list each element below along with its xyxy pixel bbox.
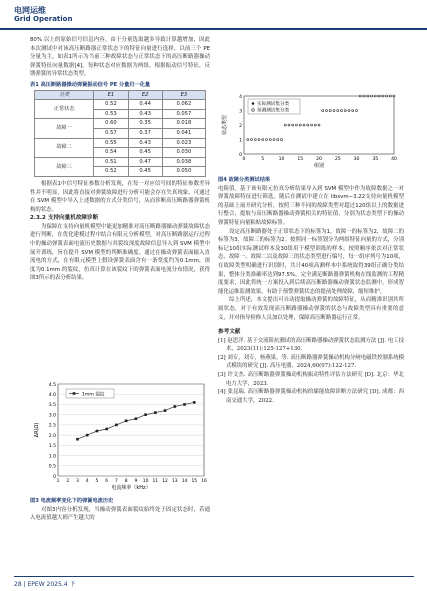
- section-title-en: Grid Operation: [14, 15, 73, 23]
- legend-marker-predicted: [252, 109, 255, 112]
- y-tick-label: 0: [53, 474, 56, 480]
- data-point: [174, 405, 177, 408]
- references-list: [218, 337, 404, 406]
- legend-marker-actual: [252, 102, 255, 105]
- data-point: [105, 428, 108, 431]
- predicted-point: [300, 124, 301, 125]
- x-tick-label: 4: [85, 479, 89, 484]
- table-group-cell: 故障一: [35, 119, 94, 138]
- table-cell: 0.51: [94, 157, 128, 167]
- subsection-heading: 2.3.2 支持向量机故障诊断: [30, 215, 99, 222]
- legend-label-predicted: 预测测试集分类: [257, 108, 290, 114]
- y-tick-label: 4: [239, 94, 242, 100]
- figure-4-caption: 图4 故障分类测试结果: [218, 177, 271, 183]
- table-cell: 0.53: [94, 109, 128, 119]
- right-paragraph-1: 电阻值。基于该有限元仿真分析结果导入到 SVM 模型中作为故障数据之一对弹簧故障特征进行筛选，随后在测试中建立在 libsvm−3.22支持向量机模型的基础上展开研究分析，按照三种不同的故障类型对超过120组以上的数据进行整合，提取与高压断路器操动弹簧相关的特征值，分别为状态类型下的操动弹簧特征向量粘贴故障标签。: [218, 185, 404, 226]
- predicted-point: [330, 110, 331, 111]
- x-tick-label: 1: [56, 479, 60, 484]
- predicted-point: [315, 124, 316, 125]
- data-point: [154, 411, 157, 414]
- table-group-cell: 故障二: [35, 138, 94, 157]
- x-axis-label: 电流频率（kHz）: [111, 485, 151, 491]
- x-tick-label: 25: [334, 157, 341, 162]
- y-tick-label: 1.0: [48, 454, 56, 460]
- predicted-point: [262, 139, 263, 140]
- table-header-row: [35, 90, 206, 100]
- predicted-point: [345, 110, 346, 111]
- predicted-point: [341, 110, 342, 111]
- page-footer: [0, 575, 427, 591]
- journal-name: EPEW 2025.4 下: [27, 581, 76, 588]
- footer-rule: [14, 576, 414, 577]
- x-tick-label: 7: [115, 479, 118, 484]
- table-header-cell: E1: [94, 90, 128, 100]
- table-cell: 0.43: [128, 138, 162, 148]
- x-axis-label: 组别: [313, 163, 325, 169]
- reference-item: [1] 赵思洋. 基于交流阻抗测试的高压断路器操动弹簧状态监测方法 [J]. 电工技术，2023(11):125-127+130.: [218, 337, 405, 353]
- predicted-point: [382, 95, 383, 96]
- data-point: [183, 403, 186, 406]
- predicted-point: [266, 139, 267, 140]
- data-point: [144, 413, 147, 416]
- y-tick-label: 3: [239, 109, 242, 115]
- table-row: [35, 138, 206, 148]
- y-axis-label: 状态类型: [222, 114, 228, 136]
- data-point: [115, 424, 118, 427]
- table-cell: 0.55: [94, 138, 128, 148]
- x-tick-label: 11: [152, 479, 159, 484]
- table-cell: 0.062: [162, 100, 205, 110]
- table-header-cell: E3: [162, 90, 205, 100]
- x-tick-label: 40: [391, 157, 397, 162]
- footer-page-info: 28 | EPEW 2025.4 下: [14, 581, 76, 588]
- left-paragraph-1: 80% 以上的原始信号信息内容。由于分量选取越多导致计算越增加，因此本次测试中对该高压断路器正常状态下的特征向量进行选择，以前三个 PE 分量为主，如表1所示为当前三种故障状态与正常状态下的高压断路器操动弹簧特征向量数据[4]。每种状态对应数据为两组，根据振动信号特征，反馈弹簧的异常状态类型。: [30, 37, 210, 78]
- predicted-point: [303, 124, 304, 125]
- reference-item: [4] 张昆瑞. 高压断路器弹簧操动机构的储能故障诊断方法研究 [D]. 成都：西南交通大学，2022.: [218, 389, 404, 404]
- table-cell: 0.050: [162, 167, 205, 177]
- table-cell: 0.023: [162, 138, 205, 148]
- predicted-point: [247, 139, 248, 140]
- predicted-point: [348, 110, 349, 111]
- table-cell: 0.52: [94, 100, 128, 110]
- reference-item: [2] 刘专，刘专，杨燕果，等. 高压断路器弹簧操动机构分闸电磁铁控制系统模式模块的研究 [J]. 高压电器，2024,60(07):122-127.: [218, 354, 404, 370]
- predicted-point: [277, 139, 278, 140]
- x-tick-label: 10: [278, 157, 285, 162]
- table-header-cell: 分类: [35, 90, 94, 100]
- data-point: [86, 434, 89, 437]
- right-column: [218, 176, 404, 405]
- table-row: [35, 100, 206, 110]
- series-line: [77, 402, 194, 439]
- figure-3-caption: 图3 电流频率变化下的弹簧电流历史: [30, 498, 114, 504]
- legend-label: 1mm 裂纹: [82, 392, 105, 398]
- left-column: [30, 36, 210, 283]
- predicted-point: [352, 110, 353, 111]
- predicted-point: [285, 124, 286, 125]
- section-title-cn: 电网运维: [14, 6, 46, 15]
- predicted-point: [375, 95, 376, 96]
- pe-table: [34, 90, 206, 177]
- y-tick-label: 0.5: [48, 464, 56, 470]
- references-title: 参考文献: [218, 329, 241, 336]
- table-cell: 0.60: [94, 119, 128, 129]
- y-tick-label: 1.5: [48, 444, 56, 450]
- x-tick-label: 15: [297, 157, 304, 162]
- table-cell: 0.030: [162, 148, 205, 158]
- predicted-point: [367, 95, 368, 96]
- header-rule: [0, 28, 427, 30]
- x-tick-label: 16: [201, 479, 207, 484]
- y-tick-label: 2.5: [48, 423, 56, 429]
- predicted-point: [371, 95, 372, 96]
- x-tick-label: 12: [162, 479, 168, 484]
- table-row: [35, 119, 206, 129]
- figure-3-chart: [30, 378, 210, 496]
- table-caption: 表1 高压断路器操动弹簧振动信号 PE 分量归一化量: [30, 81, 151, 88]
- x-tick-label: 35: [372, 157, 379, 162]
- predicted-point: [393, 95, 394, 96]
- predicted-point: [318, 124, 319, 125]
- predicted-point: [296, 124, 297, 125]
- predicted-point: [311, 124, 312, 125]
- y-axis-label: ΔR(Ω): [34, 422, 40, 438]
- table-cell: 0.041: [162, 128, 205, 138]
- predicted-point: [292, 124, 293, 125]
- table-cell: 0.018: [162, 119, 205, 129]
- y-tick-label: 2.0: [48, 433, 56, 439]
- right-paragraph-2: 设定高压断路器处于正常状态下的标签为1，故障一的标签为2，故障二的标签为3，故障三的标签为2。按照同一标签划分为两组特征向量的方式，分别标记10组实际测试样本及30组用于模型训练的样本，按照顺序依次对正常状态、故障一、故障二以及故障三的状态类型进行编号，每一组序列号为10项，在故障类型明确进行识别时，共计40项高测样本中系统取得39组正确分类结果，整体分类准确率达到97.5%，完全满足断路器弹簧机构在线监测的工程精度要求，因此将统一方案投入到后续高压断路器操动弹簧状态监测中，形成智能化运维监测效果，有助于预警弹簧状态的提前处理故障，缩短维护。: [218, 228, 404, 295]
- table-cell: 0.057: [162, 109, 205, 119]
- y-tick-label: 3.0: [48, 413, 56, 419]
- predicted-point: [322, 110, 323, 111]
- x-tick-label: 3: [76, 479, 79, 484]
- predicted-point: [378, 95, 379, 96]
- data-point: [125, 420, 128, 423]
- data-point: [76, 438, 79, 441]
- predicted-point: [307, 124, 308, 125]
- reference-item: [3] 许文杰. 高压断路器弹簧操动机构振动特性评估方法研究 [D]. 北京：华北电力大学，2023.: [218, 372, 404, 387]
- predicted-point: [281, 139, 282, 140]
- x-tick-label: 9: [134, 479, 138, 484]
- x-tick-label: 6: [105, 479, 109, 484]
- x-tick-label: 0: [242, 157, 246, 162]
- table-cell: 0.54: [94, 148, 128, 158]
- y-tick-label: 4.0: [48, 393, 56, 399]
- x-tick-label: 5: [261, 157, 265, 162]
- predicted-point: [258, 139, 259, 140]
- page-number: 28: [14, 581, 22, 588]
- x-tick-label: 15: [191, 479, 198, 484]
- left-paragraph-4: 对图3内容分析发现，当操动弹簧表面裂纹始终处于固定状态时，若通入电流值越大则产生越大的: [30, 506, 210, 522]
- table-cell: 0.37: [128, 128, 162, 138]
- predicted-point: [333, 110, 334, 111]
- y-tick-label: 1: [239, 138, 242, 144]
- predicted-point: [273, 139, 274, 140]
- left-column-bottom: [30, 497, 210, 523]
- predicted-point: [255, 139, 256, 140]
- table-cell: 0.52: [94, 167, 128, 177]
- page-header: [0, 0, 427, 32]
- predicted-point: [251, 139, 252, 140]
- x-tick-label: 8: [124, 479, 128, 484]
- predicted-point: [337, 110, 338, 111]
- table-cell: 0.44: [128, 100, 162, 110]
- table-cell: 0.57: [94, 128, 128, 138]
- table-header-cell: E2: [128, 90, 162, 100]
- x-tick-label: 30: [353, 157, 360, 162]
- figure-4-chart: [218, 92, 404, 174]
- data-point: [193, 401, 196, 404]
- data-point: [164, 409, 167, 412]
- y-tick-label: 2: [239, 123, 242, 129]
- legend-label-actual: 实际测试集分类: [257, 102, 290, 108]
- table-group-cell: 故障三: [35, 157, 94, 176]
- predicted-point: [360, 95, 361, 96]
- left-paragraph-2: 根据表1中信号特征参数分析发现，在每一对应信号间的特征参数差异性并不明显，因此将直接对弹簧故障进行分析可能会存在失真现象，可通过在 SVM 模型中导入上述数据的方式分类信号，从而诊断高压断路器弹簧机构的状态。: [30, 180, 210, 213]
- right-paragraph-3: 综上所述，本文提出可自动提取操动弹簧的故障特征，从而精准识别其所属状态，对于有效发现高压断路器操动弹簧的状态与故障类型具有重要的意义，并对指导检修人员加以处理，保障高压断路器运行正常。: [218, 297, 404, 321]
- table-cell: 0.038: [162, 157, 205, 167]
- table-cell: 0.45: [128, 167, 162, 177]
- y-tick-label: 4.5: [48, 382, 56, 388]
- x-tick-label: 20: [316, 157, 322, 162]
- predicted-point: [386, 95, 387, 96]
- y-tick-label: 0: [239, 152, 242, 158]
- x-tick-label: 5: [95, 479, 99, 484]
- predicted-point: [356, 110, 357, 111]
- table-cell: 0.43: [128, 109, 162, 119]
- table-cell: 0.45: [128, 148, 162, 158]
- left-paragraph-3: 为保障在支持向量机模型中能更加精准对高压断路器操动弹簧故障状态进行判断，在优化建模过程中结合有限元分析模型，对高压断路器运行过程中的操动弹簧表面电流历史数据与其裂纹深度故障信息导入到 SVM 模型中展开训练，旨在提升 SVM 模型的判断准确度。通过在操动弹簧表面输入直流电的方式，在有限元模型上假设弹簧表面含有一条宽度约为0.1mm，深度为0.1mm 的裂纹，仿真计算在该裂纹下的弹簧表面电流分布情况，获得图3所示的表分析结果。: [30, 223, 210, 282]
- predicted-point: [270, 139, 271, 140]
- predicted-point: [288, 124, 289, 125]
- data-point: [96, 430, 99, 433]
- table-group-cell: 正常状态: [35, 100, 94, 119]
- x-tick-label: 13: [172, 479, 178, 484]
- table-cell: 0.35: [128, 119, 162, 129]
- legend-marker: [73, 392, 76, 395]
- table-cell: 0.47: [128, 157, 162, 167]
- table-row: [35, 157, 206, 167]
- predicted-point: [363, 95, 364, 96]
- predicted-point: [390, 95, 391, 96]
- x-tick-label: 10: [142, 479, 149, 484]
- x-tick-label: 2: [66, 479, 70, 484]
- x-tick-label: 14: [181, 479, 188, 484]
- y-tick-label: 3.5: [48, 403, 56, 409]
- predicted-point: [326, 110, 327, 111]
- data-point: [135, 417, 138, 420]
